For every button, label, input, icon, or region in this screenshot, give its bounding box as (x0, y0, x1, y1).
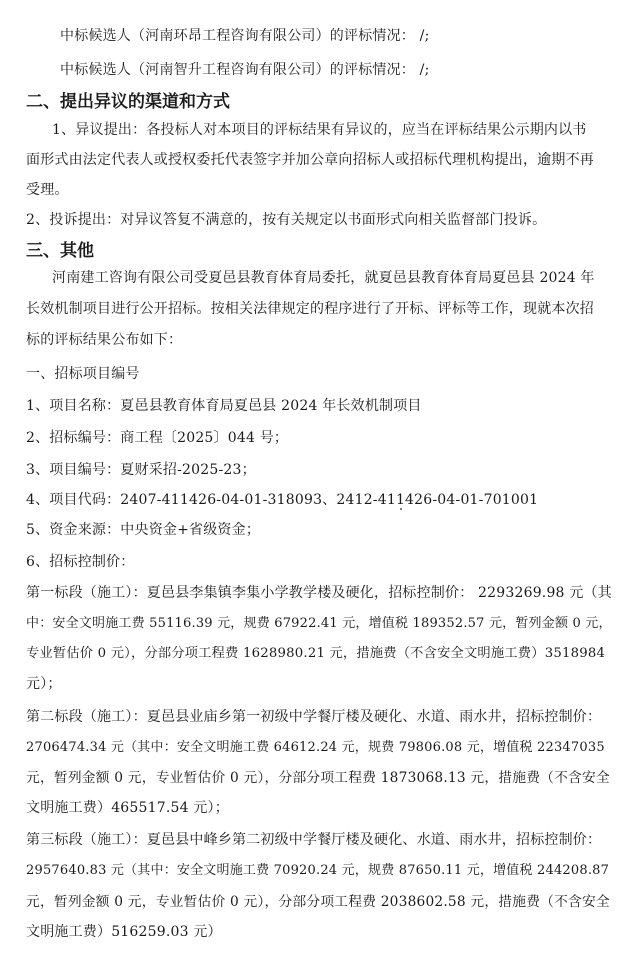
lot-line: 元，暂列金额 0 元，专业暂估价 0 元），分部分项工程费 2038602.58 元，措施费（不含安全 (26, 894, 610, 910)
lot-line: 专业暂估价 0 元），分部分项工程费 1628980.21 元，措施费（不含安全文明施工费）3518984 (26, 646, 606, 661)
list-item: 6、招标控制价： (26, 554, 135, 570)
lot-line: 2706474.34 元（其中：安全文明施工费 64612.24 元，规费 79806.08 元，增值税 22347035 (26, 740, 605, 755)
lot-line: 元）； (26, 676, 62, 692)
candidate-line: 中标候选人（河南智升工程咨询有限公司）的评标情况： /; (60, 62, 430, 78)
list-item: 4、项目代码：2407-411426-04-01-318093、2412-411426-04-01-701001 (26, 492, 539, 508)
paragraph-line: 面形式由法定代表人或授权委托代表签字并加公章向招标人或招标代理机构提出，逾期不再 (26, 152, 594, 168)
list-item: 2、招标编号：商工程〔2025〕044 号； (26, 430, 289, 446)
list-item: 1、项目名称：夏邑县教育体育局夏邑县 2024 年长效机制项目 (26, 398, 422, 414)
section-heading: 三、其他 (26, 241, 94, 261)
lot-line: 中：安全文明施工费 55116.39 元，规费 67922.41 元，增值税 189352.57 元，暂列金额 0 元， (26, 616, 612, 631)
lot-line: 文明施工费）516259.03 元） (26, 924, 222, 940)
lot-line: 第三标段（施工）：夏邑县中峰乡第二初级中学餐厅楼及硬化、水道、雨水井，招标控制价： (26, 832, 602, 848)
section-heading: 二、提出异议的渠道和方式 (26, 92, 230, 112)
paragraph-line: 标的评标结果公布如下： (26, 332, 183, 348)
list-item: 5、资金来源：中央资金+省级资金； (26, 522, 261, 538)
subheading: 一、招标项目编号 (26, 366, 140, 382)
paragraph-line: 1、异议提出：各投标人对本项目的评标结果有异议的，应当在评标结果公示期内以书 (52, 122, 587, 138)
paragraph-line: 长效机制项目进行公开招标。按相关法律规定的程序进行了开标、评标等工作，现就本次招 (26, 301, 594, 317)
paragraph-line: 2、投诉提出：对异议答复不满意的，按有关规定以书面形式向相关监督部门投诉。 (26, 212, 547, 228)
paragraph-line: 受理。 (26, 182, 69, 198)
lot-line: 第一标段（施工）：夏邑县李集镇李集小学教学楼及硬化，招标控制价： 2293269.98 元（其 (26, 585, 612, 601)
lot-line: 元，暂列金额 0 元，专业暂估价 0 元），分部分项工程费 1873068.13 元，措施费（不含安全 (26, 770, 610, 786)
stray-mark (400, 508, 402, 510)
candidate-line: 中标候选人（河南环昂工程咨询有限公司）的评标情况： /; (60, 28, 430, 44)
lot-line: 2957640.83 元（其中：安全文明施工费 70920.24 元，规费 87650.11 元，增值税 244208.87 (26, 863, 610, 878)
paragraph-line: 河南建工咨询有限公司受夏邑县教育体育局委托，就夏邑县教育体育局夏邑县 2024 年 (52, 270, 595, 286)
list-item: 3、项目编号：夏财采招-2025-23； (26, 462, 256, 478)
lot-line: 文明施工费）465517.54 元）； (26, 800, 229, 816)
lot-line: 第二标段（施工）：夏邑县业庙乡第一初级中学餐厅楼及硬化、水道、雨水井，招标控制价： (26, 709, 602, 725)
